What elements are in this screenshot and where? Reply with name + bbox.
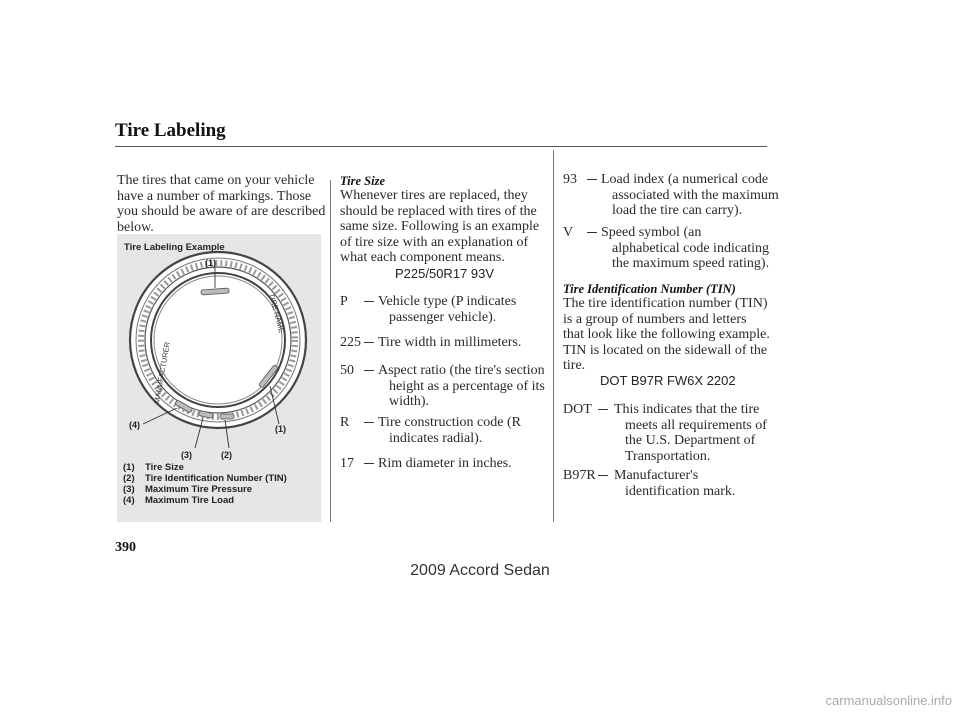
term: R bbox=[340, 415, 350, 430]
legend-item: (4) Maximum Tire Load bbox=[123, 495, 235, 506]
figure-title: Tire Labeling Example bbox=[124, 242, 225, 253]
term: DOT bbox=[563, 402, 592, 417]
tire-size-heading: Tire Size bbox=[340, 174, 386, 188]
legend-item: (2) Tire Identification Number (TIN) bbox=[123, 473, 287, 484]
term-dash bbox=[364, 370, 374, 371]
term-definition: Tire width in millimeters. bbox=[378, 335, 522, 350]
tire-size-paragraph: Whenever tires are replaced, they should be replaced with tires of the same size. Following is an example of tire size with an explanation of what each component means. bbox=[340, 188, 540, 265]
intro-paragraph bbox=[117, 173, 325, 235]
figure-legend bbox=[123, 462, 287, 506]
term-definition: Vehicle type (P indicates passenger vehicle). bbox=[378, 294, 517, 325]
term-definition: Manufacturer's identification mark. bbox=[614, 468, 736, 499]
column-divider-1 bbox=[330, 180, 331, 522]
page-number: 390 bbox=[115, 540, 136, 555]
term: P bbox=[340, 294, 348, 309]
marker-tin bbox=[220, 414, 234, 419]
callout-label: (4) bbox=[129, 420, 140, 430]
term-dash bbox=[364, 342, 374, 343]
tin-example: DOT B97R FW6X 2202 bbox=[600, 373, 736, 388]
callout-label: (2) bbox=[221, 450, 232, 460]
callout-label: (1) bbox=[205, 258, 216, 268]
term-dash bbox=[587, 179, 597, 180]
intro-line: have a number of markings. Those bbox=[117, 188, 312, 204]
column-divider-2 bbox=[553, 150, 554, 522]
term-dash bbox=[598, 475, 608, 476]
term-dash bbox=[587, 232, 597, 233]
title-rule bbox=[115, 146, 767, 147]
term: 50 bbox=[340, 363, 354, 378]
document-footer: 2009 Accord Sedan bbox=[410, 562, 550, 579]
tin-heading: Tire Identification Number (TIN) bbox=[563, 282, 736, 296]
sidewall-tire-name-text: TIRE NAME bbox=[267, 292, 287, 334]
term-dash bbox=[364, 422, 374, 423]
term-definition: This indicates that the tire meets all requirements of the U.S. Department of Transportation. bbox=[614, 402, 767, 464]
legend-item: (3) Maximum Tire Pressure bbox=[123, 484, 253, 495]
watermark: carmanualsonline.info bbox=[825, 693, 952, 708]
term-definition: Speed symbol (an alphabetical code indicating the maximum speed rating). bbox=[601, 225, 770, 271]
tin-paragraph: The tire identification number (TIN) is a group of numbers and letters that look like the following example. TIN is located on the sidewall of the tire. bbox=[563, 296, 770, 373]
term-definition: Aspect ratio (the tire's section height as a percentage of its width). bbox=[378, 363, 545, 409]
intro-line: The tires that came on your vehicle bbox=[117, 173, 315, 188]
term: V bbox=[563, 225, 574, 240]
callout-label: (1) bbox=[275, 424, 286, 434]
term-dash bbox=[598, 409, 608, 410]
term: B97R bbox=[563, 468, 596, 483]
page-title: Tire Labeling bbox=[115, 120, 226, 141]
callout-label: (3) bbox=[181, 450, 192, 460]
term-definition: Rim diameter in inches. bbox=[378, 456, 512, 471]
sidewall-manufacturer-text: MANUFACTURER bbox=[152, 341, 172, 405]
term-dash bbox=[364, 301, 374, 302]
intro-line: you should be aware of are described bbox=[117, 204, 326, 219]
term-definition: Tire construction code (R indicates radial). bbox=[378, 415, 521, 446]
intro-line: below. bbox=[117, 219, 154, 235]
term: 225 bbox=[340, 335, 361, 350]
term-dash bbox=[364, 463, 374, 464]
legend-item: (1) Tire Size bbox=[123, 462, 184, 473]
tire-size-example: P225/50R17 93V bbox=[395, 266, 495, 281]
term-definition: Load index (a numerical code associated with the maximum load the tire can carry). bbox=[601, 172, 779, 218]
term: 17 bbox=[340, 456, 354, 471]
term: 93 bbox=[563, 172, 577, 187]
